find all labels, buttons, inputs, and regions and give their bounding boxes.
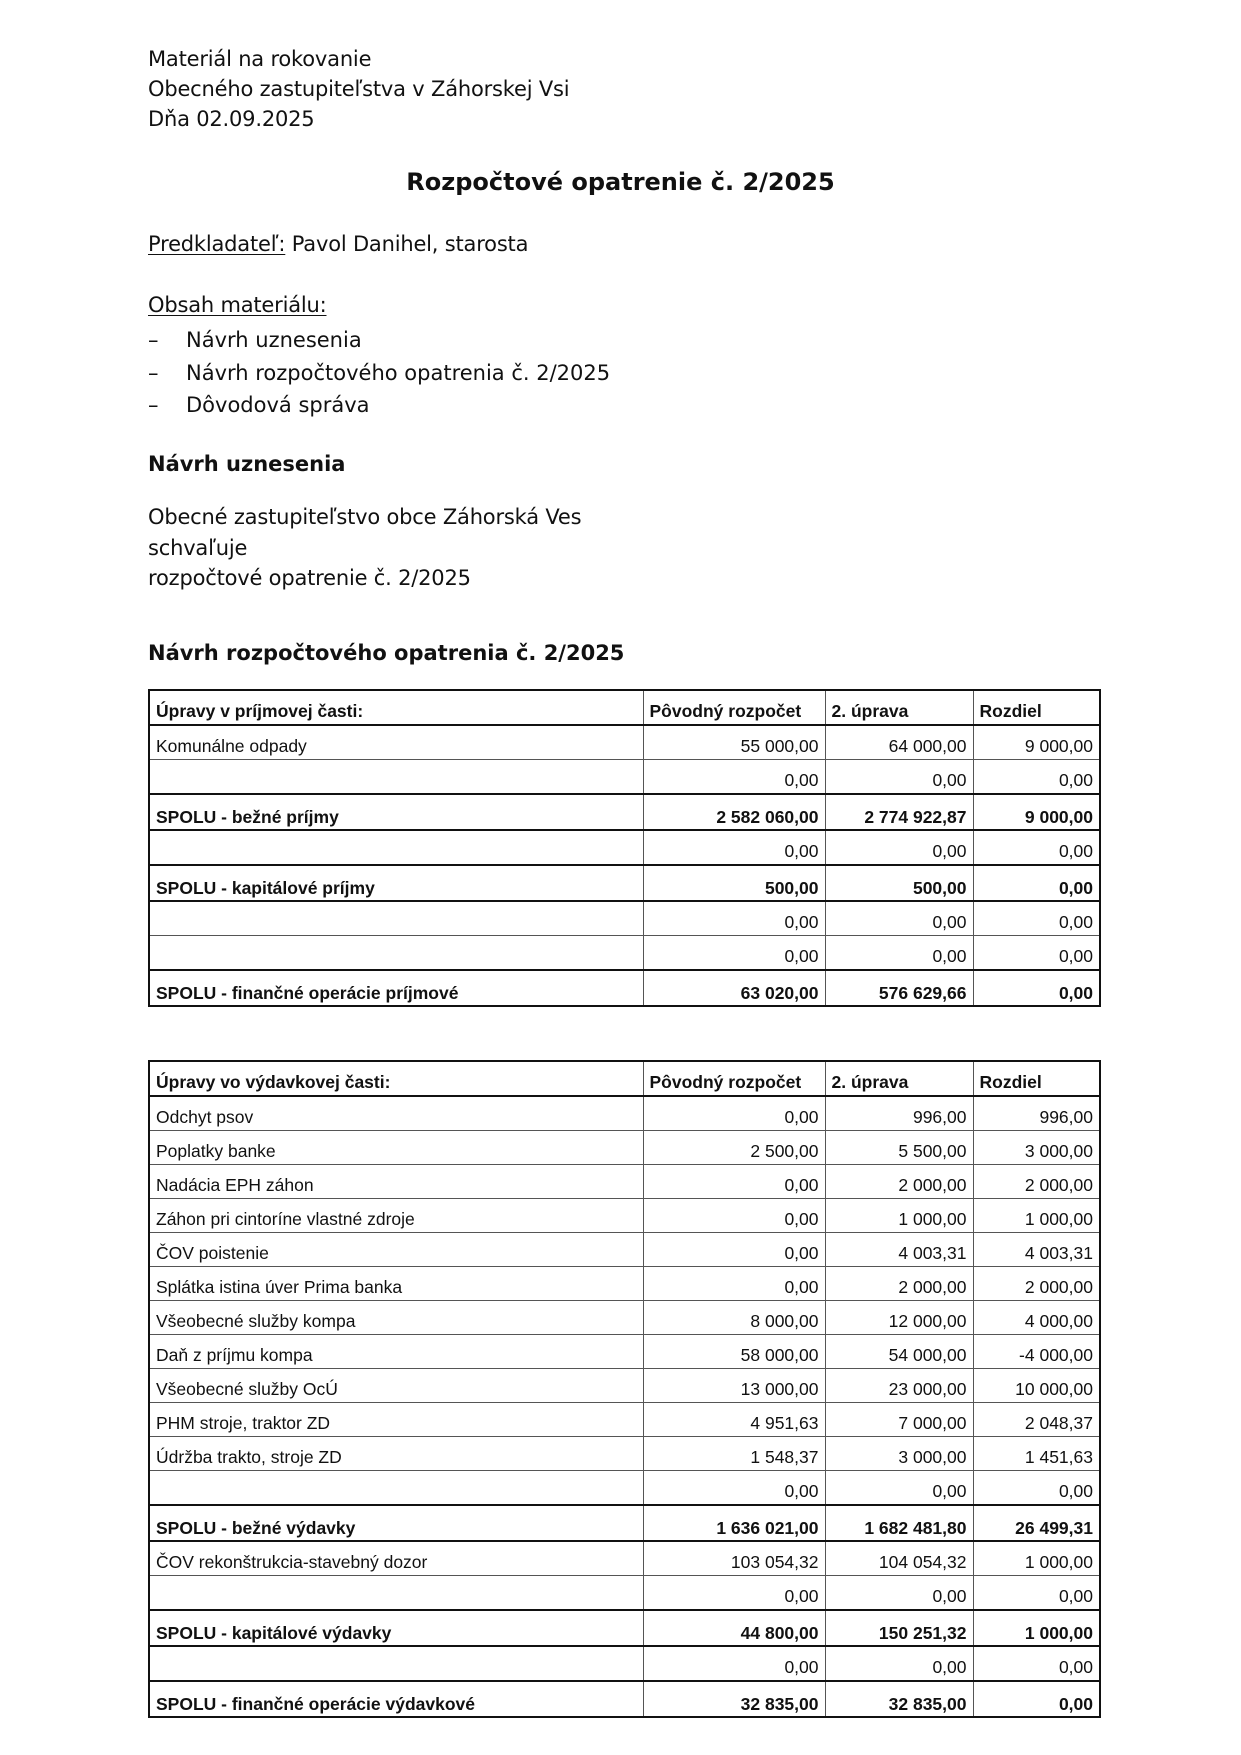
row-label-cell <box>149 1471 643 1506</box>
amount-cell: 0,00 <box>643 1646 825 1681</box>
table-header-row <box>149 1061 1100 1096</box>
amount-cell: 0,00 <box>973 1576 1100 1611</box>
amount-cell: 2 000,00 <box>973 1267 1100 1301</box>
amount-cell: 13 000,00 <box>643 1369 825 1403</box>
amount-cell: 576 629,66 <box>825 970 973 1006</box>
expense-table <box>148 1060 1101 1718</box>
amount-cell: 1 682 481,80 <box>825 1505 973 1541</box>
income-table <box>148 689 1101 1007</box>
amount-cell: 2 774 922,87 <box>825 794 973 830</box>
amount-cell: 0,00 <box>643 1267 825 1301</box>
amount-cell: 0,00 <box>825 1646 973 1681</box>
header-line-date: Dňa 02.09.2025 <box>148 107 315 131</box>
row-label-cell: SPOLU - finančné operácie príjmové <box>149 970 643 1006</box>
amount-cell: 0,00 <box>825 1471 973 1506</box>
row-label-cell: Komunálne odpady <box>149 725 643 760</box>
table-row <box>149 936 1100 971</box>
submitter-label: Predkladateľ: <box>148 232 286 256</box>
amount-cell: 4 951,63 <box>643 1403 825 1437</box>
table-total-row <box>149 1505 1100 1541</box>
amount-cell: 9 000,00 <box>973 725 1100 760</box>
budget-heading: Návrh rozpočtového opatrenia č. 2/2025 <box>148 641 625 665</box>
amount-cell: 4 003,31 <box>825 1233 973 1267</box>
row-label-cell <box>149 760 643 795</box>
amount-cell: 0,00 <box>973 1681 1100 1717</box>
row-label-cell: ČOV rekonštrukcia-stavebný dozor <box>149 1541 643 1576</box>
row-label-cell: Daň z príjmu kompa <box>149 1335 643 1369</box>
amount-cell: 0,00 <box>973 901 1100 936</box>
column-header: Rozdiel <box>973 690 1100 725</box>
contents-list <box>148 324 610 422</box>
dash-bullet-icon: – <box>148 393 159 418</box>
amount-cell: 1 451,63 <box>973 1437 1100 1471</box>
amount-cell: 1 548,37 <box>643 1437 825 1471</box>
row-label-cell: Záhon pri cintoríne vlastné zdroje <box>149 1199 643 1233</box>
amount-cell: 996,00 <box>973 1096 1100 1131</box>
amount-cell: 1 000,00 <box>973 1610 1100 1646</box>
amount-cell: 1 000,00 <box>825 1199 973 1233</box>
amount-cell: 0,00 <box>643 901 825 936</box>
amount-cell: 32 835,00 <box>825 1681 973 1717</box>
table-total-row <box>149 794 1100 830</box>
amount-cell: 0,00 <box>643 1165 825 1199</box>
amount-cell: 10 000,00 <box>973 1369 1100 1403</box>
row-label-cell: SPOLU - kapitálové príjmy <box>149 865 643 901</box>
row-label-cell: SPOLU - bežné výdavky <box>149 1505 643 1541</box>
amount-cell: 64 000,00 <box>825 725 973 760</box>
document-header <box>148 44 569 134</box>
row-label-cell: Splátka istina úver Prima banka <box>149 1267 643 1301</box>
table-row <box>149 760 1100 795</box>
table-row <box>149 1096 1100 1131</box>
amount-cell: 4 003,31 <box>973 1233 1100 1267</box>
amount-cell: 7 000,00 <box>825 1403 973 1437</box>
table-row <box>149 1369 1100 1403</box>
amount-cell: 150 251,32 <box>825 1610 973 1646</box>
row-label-cell: PHM stroje, traktor ZD <box>149 1403 643 1437</box>
amount-cell: 1 000,00 <box>973 1199 1100 1233</box>
resolution-heading: Návrh uznesenia <box>148 452 346 476</box>
amount-cell: 0,00 <box>643 936 825 971</box>
table-row <box>149 1131 1100 1165</box>
amount-cell: 0,00 <box>825 760 973 795</box>
amount-cell: 2 582 060,00 <box>643 794 825 830</box>
column-header: Rozdiel <box>973 1061 1100 1096</box>
amount-cell: 0,00 <box>643 1199 825 1233</box>
column-header: Pôvodný rozpočet <box>643 690 825 725</box>
amount-cell: 44 800,00 <box>643 1610 825 1646</box>
amount-cell: 55 000,00 <box>643 725 825 760</box>
amount-cell: 3 000,00 <box>973 1131 1100 1165</box>
amount-cell: 26 499,31 <box>973 1505 1100 1541</box>
column-header: 2. úprava <box>825 1061 973 1096</box>
contents-item: – Dôvodová správa <box>148 393 370 418</box>
header-line-material: Materiál na rokovanie <box>148 47 372 71</box>
amount-cell: 0,00 <box>973 1646 1100 1681</box>
column-header: 2. úprava <box>825 690 973 725</box>
amount-cell: 0,00 <box>973 830 1100 865</box>
contents-label: Obsah materiálu: <box>148 293 327 317</box>
table-row <box>149 725 1100 760</box>
amount-cell: 0,00 <box>825 1576 973 1611</box>
amount-cell: 1 000,00 <box>973 1541 1100 1576</box>
row-label-cell: Poplatky banke <box>149 1131 643 1165</box>
amount-cell: 0,00 <box>973 760 1100 795</box>
amount-cell: 0,00 <box>643 1233 825 1267</box>
table-row <box>149 1267 1100 1301</box>
table-row <box>149 1199 1100 1233</box>
amount-cell: 2 500,00 <box>643 1131 825 1165</box>
amount-cell: 0,00 <box>973 936 1100 971</box>
table-total-row <box>149 1610 1100 1646</box>
amount-cell: 0,00 <box>973 970 1100 1006</box>
row-label-cell <box>149 936 643 971</box>
amount-cell: 0,00 <box>643 760 825 795</box>
dash-bullet-icon: – <box>148 328 159 353</box>
table-row <box>149 1471 1100 1506</box>
row-label-cell: SPOLU - finančné operácie výdavkové <box>149 1681 643 1717</box>
resolution-text: Obecné zastupiteľstvo obce Záhorská Ves schvaľuje rozpočtové opatrenie č. 2/2025 <box>148 505 582 590</box>
amount-cell: 0,00 <box>643 830 825 865</box>
amount-cell: 0,00 <box>973 1471 1100 1506</box>
table-row <box>149 1541 1100 1576</box>
submitter <box>148 232 528 256</box>
amount-cell: 0,00 <box>825 901 973 936</box>
amount-cell: 0,00 <box>825 936 973 971</box>
amount-cell: 500,00 <box>825 865 973 901</box>
amount-cell: 9 000,00 <box>973 794 1100 830</box>
amount-cell: 58 000,00 <box>643 1335 825 1369</box>
amount-cell: 32 835,00 <box>643 1681 825 1717</box>
amount-cell: 103 054,32 <box>643 1541 825 1576</box>
amount-cell: 2 000,00 <box>825 1165 973 1199</box>
amount-cell: 8 000,00 <box>643 1301 825 1335</box>
column-header: Pôvodný rozpočet <box>643 1061 825 1096</box>
amount-cell: 2 048,37 <box>973 1403 1100 1437</box>
amount-cell: 12 000,00 <box>825 1301 973 1335</box>
row-label-cell: Údržba trakto, stroje ZD <box>149 1437 643 1471</box>
column-header: Úpravy vo výdavkovej časti: <box>149 1061 643 1096</box>
amount-cell: 104 054,32 <box>825 1541 973 1576</box>
row-label-cell: SPOLU - bežné príjmy <box>149 794 643 830</box>
table-row <box>149 1233 1100 1267</box>
amount-cell: 2 000,00 <box>973 1165 1100 1199</box>
contents-item: – Návrh rozpočtového opatrenia č. 2/2025 <box>148 360 611 385</box>
amount-cell: 1 636 021,00 <box>643 1505 825 1541</box>
amount-cell: 500,00 <box>643 865 825 901</box>
dash-bullet-icon: – <box>148 360 159 385</box>
row-label-cell: Nadácia EPH záhon <box>149 1165 643 1199</box>
row-label-cell: ČOV poistenie <box>149 1233 643 1267</box>
amount-cell: 0,00 <box>825 830 973 865</box>
submitter-value: Pavol Danihel, starosta <box>291 232 529 256</box>
amount-cell: 63 020,00 <box>643 970 825 1006</box>
row-label-cell: SPOLU - kapitálové výdavky <box>149 1610 643 1646</box>
document-title: Rozpočtové opatrenie č. 2/2025 <box>406 168 835 196</box>
amount-cell: 54 000,00 <box>825 1335 973 1369</box>
amount-cell: 0,00 <box>643 1471 825 1506</box>
amount-cell: 0,00 <box>643 1576 825 1611</box>
amount-cell: -4 000,00 <box>973 1335 1100 1369</box>
table-row <box>149 1437 1100 1471</box>
row-label-cell <box>149 901 643 936</box>
table-row <box>149 830 1100 865</box>
row-label-cell <box>149 1646 643 1681</box>
amount-cell: 996,00 <box>825 1096 973 1131</box>
table-row <box>149 1335 1100 1369</box>
amount-cell: 2 000,00 <box>825 1267 973 1301</box>
amount-cell: 0,00 <box>973 865 1100 901</box>
amount-cell: 23 000,00 <box>825 1369 973 1403</box>
row-label-cell: Všeobecné služby OcÚ <box>149 1369 643 1403</box>
table-total-row <box>149 970 1100 1006</box>
table-row <box>149 1301 1100 1335</box>
row-label-cell: Všeobecné služby kompa <box>149 1301 643 1335</box>
contents-item: – Návrh uznesenia <box>148 328 362 353</box>
header-line-council: Obecného zastupiteľstva v Záhorskej Vsi <box>148 77 570 101</box>
row-label-cell: Odchyt psov <box>149 1096 643 1131</box>
amount-cell: 0,00 <box>643 1096 825 1131</box>
table-row <box>149 1576 1100 1611</box>
table-row <box>149 1165 1100 1199</box>
column-header: Úpravy v príjmovej časti: <box>149 690 643 725</box>
table-row <box>149 901 1100 936</box>
row-label-cell <box>149 1576 643 1611</box>
table-total-row <box>149 1681 1100 1717</box>
table-row <box>149 1646 1100 1681</box>
amount-cell: 3 000,00 <box>825 1437 973 1471</box>
row-label-cell <box>149 830 643 865</box>
table-row <box>149 1403 1100 1437</box>
amount-cell: 5 500,00 <box>825 1131 973 1165</box>
table-header-row <box>149 690 1100 725</box>
table-total-row <box>149 865 1100 901</box>
amount-cell: 4 000,00 <box>973 1301 1100 1335</box>
